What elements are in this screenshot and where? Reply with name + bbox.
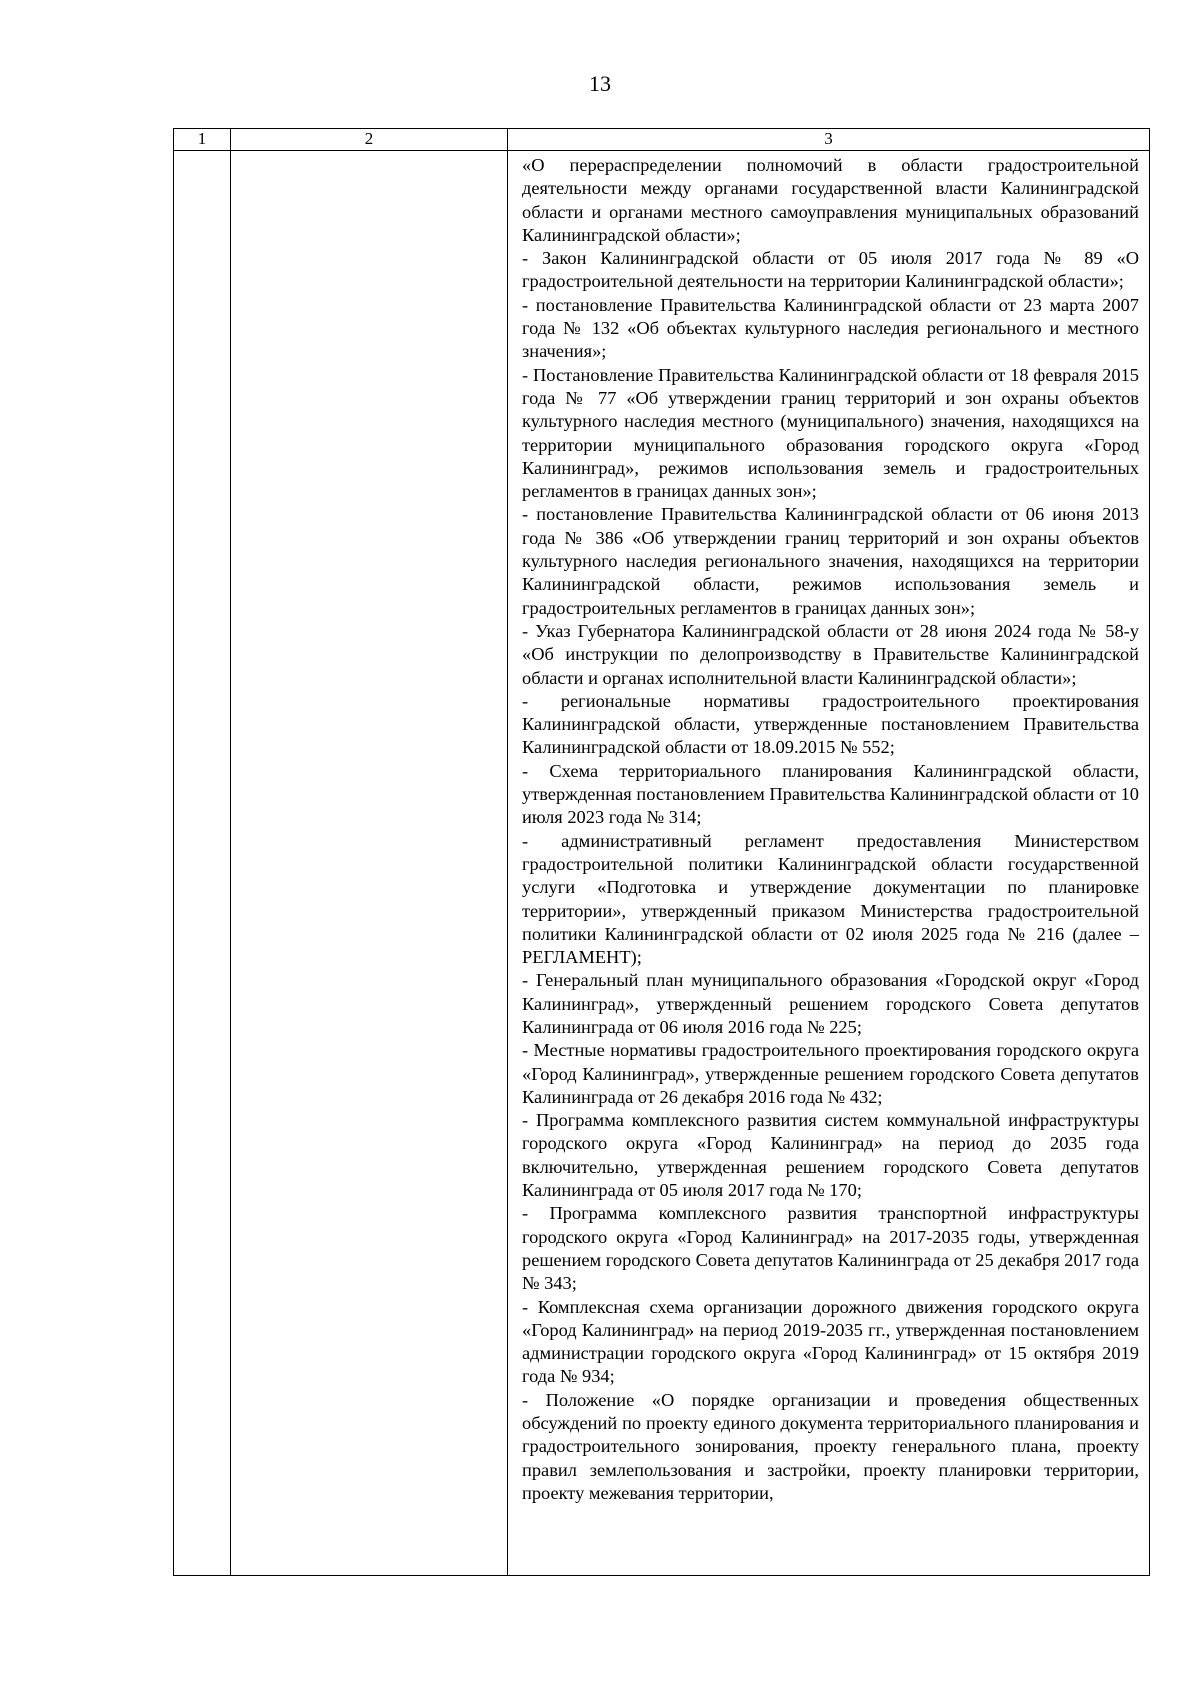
list-item: - Комплексная схема организации дорожного движения городского округа «Город Калининград» на период 2019-2035 гг., утвержденная постановлением администрации городского округа «Город Калининград» от 15 октября 2019 года № 934; [522, 1296, 1139, 1387]
cell-col-2 [231, 151, 508, 1576]
cell-col-3 [508, 151, 1150, 1576]
list-item: - Программа комплексного развития систем коммунальной инфраструктуры городского округа «Город Калининград» на период до 2035 года включительно, утвержденная решением городского Совета депутатов Калининграда от 05 июля 2017 года № 170; [522, 1110, 1139, 1201]
list-item: - региональные нормативы градостроительного проектирования Калининградской области, утвержденные постановлением Правительства Калининградской области от 18.09.2015 № 552; [522, 690, 1139, 758]
column-header-3: 3 [508, 129, 1150, 151]
legal-acts-list [508, 151, 1149, 1505]
list-item: - постановление Правительства Калининградской области от 23 марта 2007 года № 132 «Об объектах культурного наследия регионального и местного значения»; [522, 294, 1139, 362]
list-item: - Местные нормативы градостроительного проектирования городского округа «Город Калининград», утвержденные решением городского Совета депутатов Калининграда от 26 декабря 2016 года № 432; [522, 1040, 1139, 1107]
list-item: - Схема территориального планирования Калининградской области, утвержденная постановлением Правительства Калининградской области от 10 июля 2023 года № 314; [522, 760, 1139, 828]
page-number: 13 [589, 71, 611, 96]
list-item: «О перераспределении полномочий в области градостроительной деятельности между органами государственной власти Калининградской области и органами местного самоуправления муниципальных образований Калининградской области»; [522, 155, 1139, 245]
cell-col-1 [174, 151, 231, 1576]
list-item: - Генеральный план муниципального образования «Городской округ «Город Калининград», утвержденный решением городского Совета депутатов Калининграда от 06 июля 2016 года № 225; [522, 970, 1139, 1037]
table-row [174, 151, 1150, 1576]
list-item: - Указ Губернатора Калининградской области от 28 июня 2024 года № 58-у «Об инструкции по делопроизводству в Правительстве Калининградской области и органах исполнительной власти Калининградской области»; [522, 620, 1139, 688]
table-header-row [174, 129, 1150, 151]
list-item: - Программа комплексного развития транспортной инфраструктуры городского округа «Город Калининград» на 2017-2035 годы, утвержденная решением городского Совета депутатов Калининграда от 25 декабря 2017 года № 343; [522, 1203, 1139, 1294]
column-header-1: 1 [174, 129, 231, 151]
list-item: - административный регламент предоставления Министерством градостроительной политики Калининградской области государственной услуги «Подготовка и утверждение документации по планировке территории», утвержденный приказом Министерства градостроительной политики Калининградской области от 02 июля 2025 года № 216 (далее – РЕГЛАМЕНТ); [522, 830, 1139, 968]
list-item: - Положение «О порядке организации и проведения общественных обсуждений по проекту единого документа территориального планирования и градостроительного зонирования, проекту генерального плана, проекту правил землепользования и застройки, проекту планировки территории, проекту межевания территории, [522, 1389, 1139, 1503]
list-item: - Закон Калининградской области от 05 июля 2017 года № 89 «О градостроительной деятельности на территории Калининградской области»; [522, 248, 1139, 292]
document-table [173, 128, 1150, 1576]
list-item: - Постановление Правительства Калининградской области от 18 февраля 2015 года № 77 «Об утверждении границ территорий и зон охраны объектов культурного наследия местного (муниципального) значения, находящихся на территории муниципального образования городского округа «Город Калининград», режимов использования земель и градостроительных регламентов в границах данных зон»; [522, 364, 1139, 502]
column-header-2: 2 [231, 129, 508, 151]
list-item: - постановление Правительства Калининградской области от 06 июня 2013 года № 386 «Об утверждении границ территорий и зон охраны объектов культурного наследия регионального значения, находящихся на территории Калининградской области, режимов использования земель и градостроительных регламентов в границах данных зон»; [522, 504, 1139, 618]
